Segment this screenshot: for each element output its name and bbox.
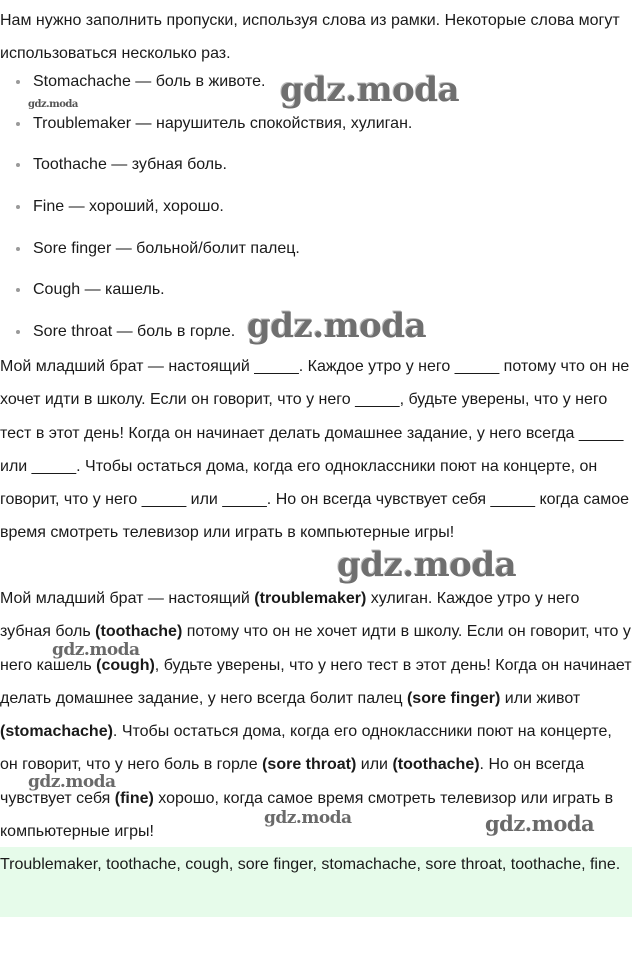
- answer-term: (toothache): [392, 756, 480, 774]
- list-item: Fine — хороший, хорошо.: [0, 191, 632, 233]
- answer-term: (troublemaker): [254, 590, 367, 607]
- answer-text: хорошо, когда самое время смотреть телевизор или играть в компьютерные игры!: [0, 789, 614, 841]
- answer-paragraph: [0, 582, 632, 848]
- answer-box: [0, 847, 632, 917]
- answer-term: (cough): [96, 656, 155, 674]
- answer-text: . Но он всегда чувствует себя: [0, 756, 585, 807]
- answer-text: или живот: [500, 689, 581, 707]
- answer-term: (sore throat): [262, 756, 357, 774]
- watermark: gdz.moda: [264, 808, 352, 828]
- watermark: gdz.moda: [337, 545, 517, 585]
- word-list: [0, 66, 632, 358]
- answer-text: хулиган. Каждое утро у него зубная боль: [0, 590, 580, 641]
- answer-box-text: Troublemaker, toothache, cough, sore finger, stomachache, sore throat, toothache, fine.: [0, 856, 621, 873]
- answer-text: . Чтобы остаться дома, когда его одноклассники поют на концерте, он говорит, что у него боль в горле: [0, 723, 612, 774]
- watermark: gdz.moda: [28, 99, 78, 110]
- answer-text: Мой младший брат — настоящий: [0, 590, 255, 607]
- list-item: Sore throat — боль в горле.: [0, 316, 632, 358]
- answer-text: , будьте уверены, что у него тест в этот день! Когда он начинает делать домашнее задание, у него всегда болит палец: [0, 656, 632, 707]
- answer-text: потому что он не хочет идти в школу. Если он говорит, что у него кашель: [0, 623, 631, 674]
- answer-term: (toothache): [95, 623, 183, 641]
- watermark: gdz.moda: [52, 640, 140, 660]
- intro-text: Нам нужно заполнить пропуски, используя слова из рамки. Некоторые слова могут использоваться несколько раз.: [0, 12, 620, 62]
- list-item: Sore finger — больной/болит палец.: [0, 233, 632, 275]
- answer-term: (sore finger): [406, 689, 501, 707]
- list-item: Toothache — зубная боль.: [0, 149, 632, 191]
- watermark: gdz.moda: [485, 811, 595, 836]
- answer-text: или: [356, 756, 393, 774]
- watermark: gdz.moda: [28, 772, 116, 792]
- task-paragraph: Мой младший брат — настоящий _____. Каждое утро у него _____ потому что он не хочет идти в школу. Если он говорит, что у него _____, будьте уверены, что у него тест в этот день! Когда он начинает делать домашнее задание, у него всегда _____ или _____. Чтобы остаться дома, когда его одноклассники поют на концерте, он говорит, что у него _____ или _____. Но он всегда чувствует себя _____ когда самое время смотреть телевизор или играть в компьютерные игры!: [0, 358, 630, 542]
- answer-term: (fine): [114, 789, 154, 807]
- list-item: Troublemaker — нарушитель спокойствия, хулиган.: [0, 108, 632, 150]
- answer-term: (stomachache): [0, 723, 113, 741]
- list-item: Cough — кашель.: [0, 274, 632, 316]
- watermark: gdz.moda: [247, 306, 427, 346]
- list-item: Stomachache — боль в животе.: [0, 66, 632, 108]
- watermark: gdz.moda: [280, 70, 460, 110]
